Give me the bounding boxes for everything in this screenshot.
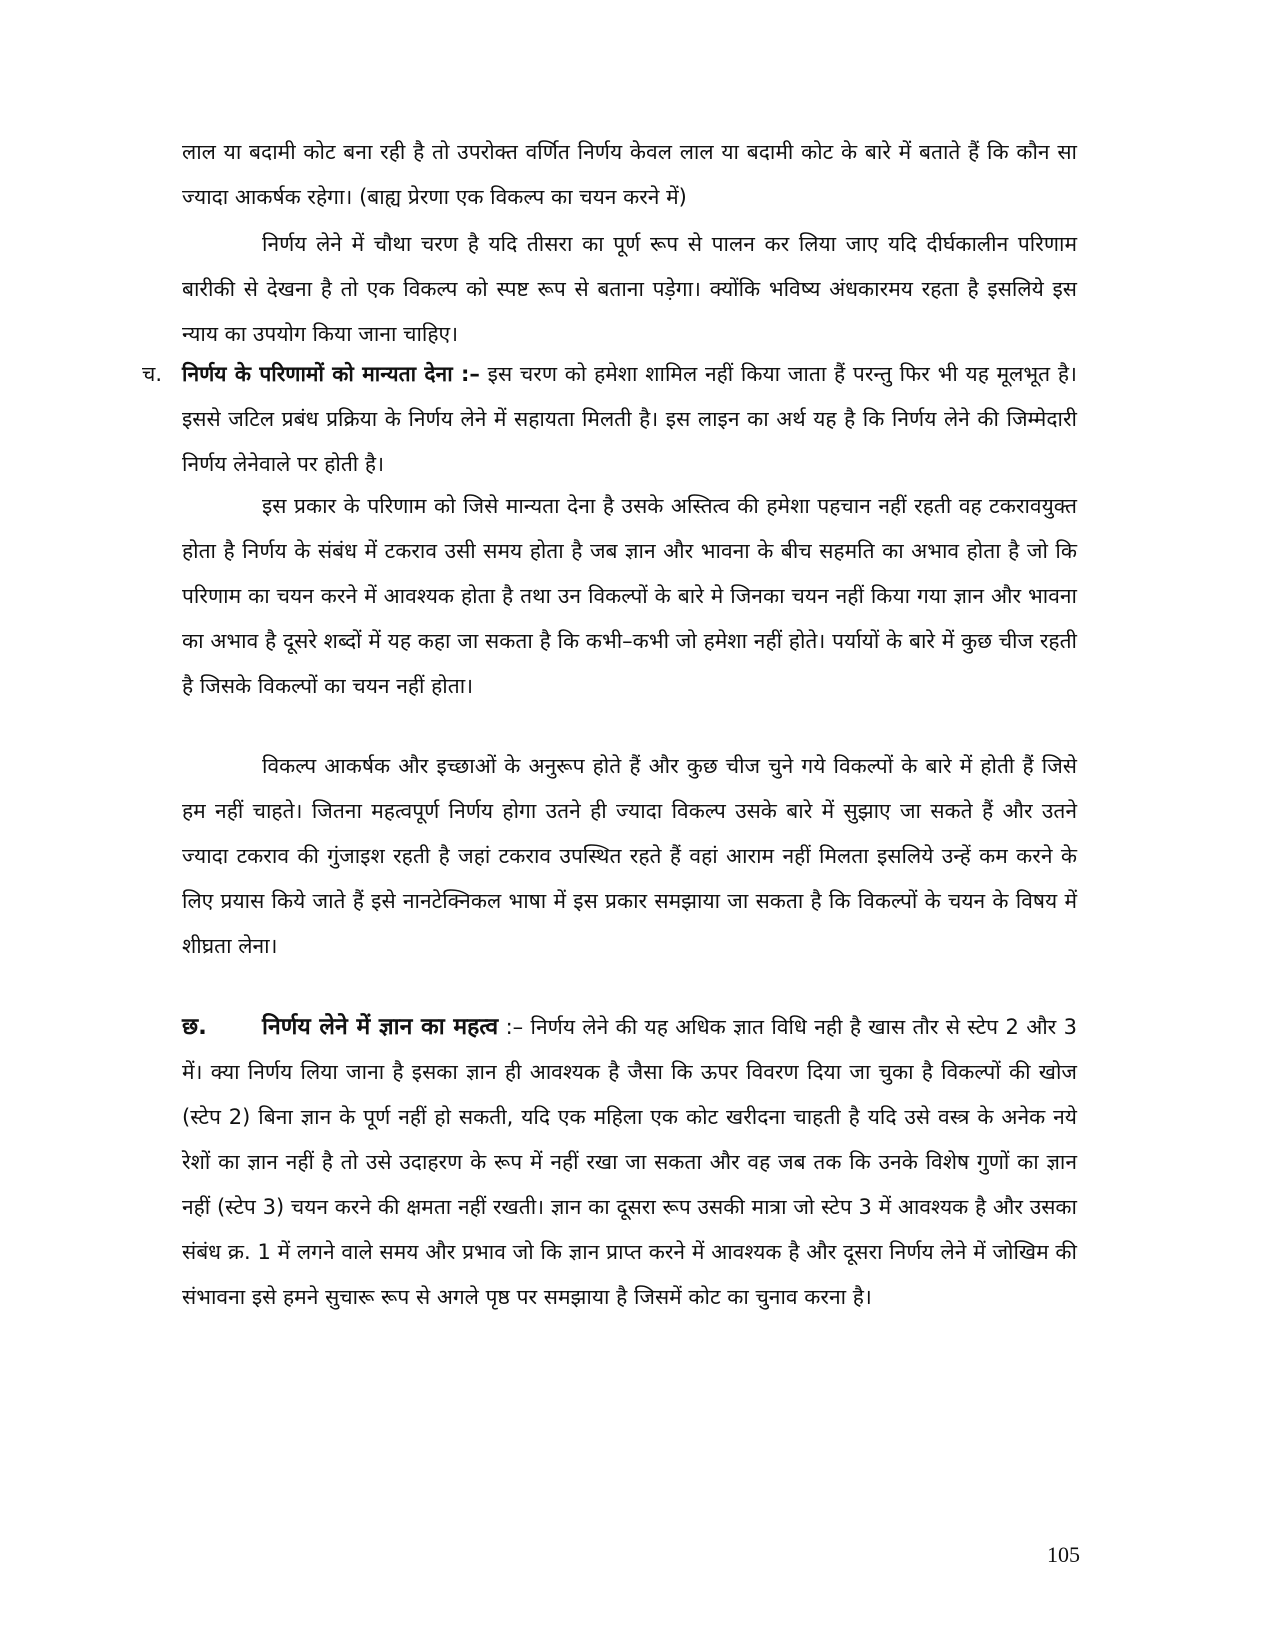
paragraph-alternatives: विकल्प आकर्षक और इच्छाओं के अनुरूप होते हैं और कुछ चीज चुने गये विकल्पों के बारे में होती हैं जिसे हम नहीं चाहते। जितना महत्वपूर्ण निर्णय होगा उतने ही ज्यादा विकल्प उसके बारे में सुझाए जा सकते हैं और उतने ज्यादा टकराव की गुंजाइश रहती है जहां टकराव उपस्थित रहते हैं वहां आराम नहीं मिलता इसलिये उन्हें कम करने के लिए प्रयास किये जाते हैं इसे नानटेक्निकल भाषा में इस प्रकार समझाया जा सकता है कि विकल्पों के चयन के विषय में शीघ्रता लेना।: [182, 754, 1077, 958]
section-marker-cha: च.: [142, 362, 163, 386]
section-chha-paragraph: [182, 1005, 1077, 1320]
section-cha-text: इस चरण को हमेशा शामिल नहीं किया जाता हैं परन्तु फिर भी यह मूलभूत है। इससे जटिल प्रबंध प्रक्रिया के निर्णय लेने में सहायता मिलती है। इस लाइन का अर्थ यह है कि निर्णय लेने की जिम्मेदारी निर्णय लेनेवाले पर होती है।: [182, 362, 1077, 476]
section-marker-chha: छ.: [182, 1014, 207, 1040]
section-cha-paragraph: [182, 352, 1077, 487]
paragraph-continuation: लाल या बदामी कोट बना रही है तो उपरोक्त वर्णित निर्णय केवल लाल या बदामी कोट के बारे में बताते हैं कि कौन सा ज्यादा आकर्षक रहेगा। (बाह्य प्रेरणा एक विकल्प का चयन करने में): [182, 140, 1077, 209]
paragraph-conflict: इस प्रकार के परिणाम को जिसे मान्यता देना है उसके अस्तित्व की हमेशा पहचान नहीं रहती वह टकरावयुक्त होता है निर्णय के संबंध में टकराव उसी समय होता है जब ज्ञान और भावना के बीच सहमति का अभाव होता है जो कि परिणाम का चयन करने में आवश्यक होता है तथा उन विकल्पों के बारे मे जिनका चयन नहीं किया गया ज्ञान और भावना का अभाव है दूसरे शब्दों में यह कहा जा सकता है कि कभी–कभी जो हमेशा नहीं होते। पर्यायों के बारे में कुछ चीज रहती है जिसके विकल्पों का चयन नहीं होता।: [182, 494, 1077, 698]
section-heading-chha: निर्णय लेने में ज्ञान का महत्व: [262, 1014, 499, 1040]
section-chha-text: निर्णय लेने की यह अधिक ज्ञात विधि नही है खास तौर से स्टेप 2 और 3 में। क्या निर्णय लिया जाना है इसका ज्ञान ही आवश्यक है जैसा कि ऊपर विवरण दिया जा चुका है विकल्पों की खोज (स्टेप 2) बिना ज्ञान के पूर्ण नहीं हो सकती, यदि एक महिला एक कोट खरीदना चाहती है यदि उसे वस्त्र के अनेक नये रेशों का ज्ञान नहीं है तो उसे उदाहरण के रूप में नहीं रखा जा सकता और वह जब तक कि उनके विशेष गुणों का ज्ञान नहीं (स्टेप 3) चयन करने की क्षमता नहीं रखती। ज्ञान का दूसरा रूप उसकी मात्रा जो स्टेप 3 में आवश्यक है और उसका संबंध क्र. 1 में लगने वाले समय और प्रभाव जो कि ज्ञान प्राप्त करने में आवश्यक है और दूसरा निर्णय लेने में जोखिम की संभावना इसे हमने सुचारू रूप से अगले पृष्ठ पर समझाया है जिसमें कोट का चुनाव करना है।: [182, 1015, 1077, 1309]
page-number: 105: [1047, 1542, 1080, 1567]
paragraph-fourth-step: निर्णय लेने में चौथा चरण है यदि तीसरा का पूर्ण रूप से पालन कर लिया जाए यदि दीर्घकालीन परिणाम बारीकी से देखना है तो एक विकल्प को स्पष्ट रूप से बताना पड़ेगा। क्योंकि भविष्य अंधकारमय रहता है इसलिये इस न्याय का उपयोग किया जाना चाहिए।: [182, 232, 1077, 346]
section-chha-separator: :–: [498, 1015, 531, 1039]
section-heading-cha: निर्णय के परिणामों को मान्यता देना :–: [182, 362, 480, 386]
